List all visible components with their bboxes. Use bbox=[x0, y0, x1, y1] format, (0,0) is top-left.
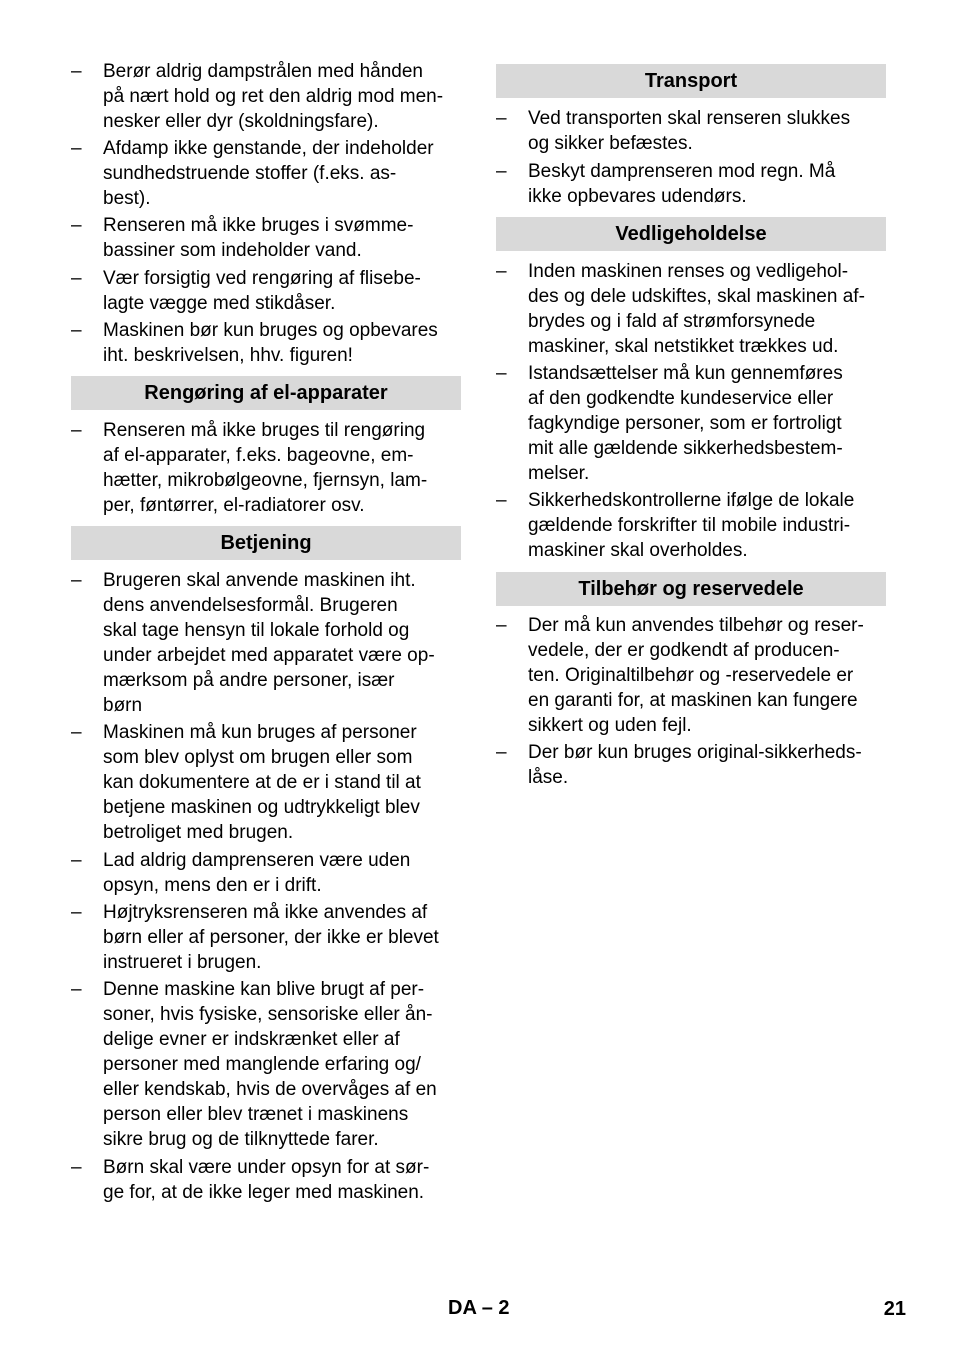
dash-bullet: – bbox=[496, 490, 507, 511]
section-header-betjening: Betjening bbox=[71, 526, 461, 560]
list-item-text: Renseren må ikke bruges i svømme- bassiner som indeholder vand. bbox=[103, 215, 414, 261]
dash-bullet: – bbox=[71, 215, 82, 236]
dash-bullet: – bbox=[496, 742, 507, 763]
list-item-text: Maskinen må kun bruges af personer som blev oplyst om brugen eller som kan dokumentere at de er i stand til at betjene maskinen og udtrykkeligt blev betroliget med brugen. bbox=[103, 722, 421, 843]
page-number: 21 bbox=[883, 1298, 906, 1320]
list-item-text: Brugeren skal anvende maskinen iht. dens anvendelsesformål. Brugeren skal tage hensyn til lokale forhold og under arbejdet med apparatet være op- mærksom på andre personer, især børn bbox=[103, 570, 435, 716]
list-item-text: Der bør kun bruges original-sikkerheds- låse. bbox=[528, 742, 862, 788]
list-item-text: Højtryksrenseren må ikke anvendes af børn eller af personer, der ikke er blevet instrueret i brugen. bbox=[103, 902, 439, 973]
list-item-text: Renseren må ikke bruges til rengøring af el-apparater, f.eks. bageovne, em- hætter, mikrobølgeovne, fjernsyn, lam- per, føntørrer, el-radiatorer osv. bbox=[103, 420, 428, 516]
dash-bullet: – bbox=[496, 261, 507, 282]
section-header-tilbehor: Tilbehør og reservedele bbox=[496, 572, 886, 606]
dash-bullet: – bbox=[71, 1157, 82, 1178]
dash-bullet: – bbox=[71, 570, 82, 591]
list-item-text: Vær forsigtig ved rengøring af flisebe- lagte vægge med stikdåser. bbox=[103, 268, 421, 314]
section-header-vedligeholdelse: Vedligeholdelse bbox=[496, 217, 886, 251]
dash-bullet: – bbox=[496, 161, 507, 182]
list-item-text: Lad aldrig damprenseren være uden opsyn, mens den er i drift. bbox=[103, 850, 411, 896]
section-header-transport: Transport bbox=[496, 64, 886, 98]
list-item-text: Afdamp ikke genstande, der indeholder sundhedstruende stoffer (f.eks. as- best). bbox=[103, 138, 434, 209]
list-item-text: Istandsættelser må kun gennemføres af den godkendte kundeservice eller fagkyndige personer, som er fortroligt mit alle gældende sikkerhedsbestem- melser. bbox=[528, 363, 843, 484]
list-item-text: Sikkerhedskontrollerne ifølge de lokale gældende forskrifter til mobile industri- maskiner skal overholdes. bbox=[528, 490, 855, 561]
dash-bullet: – bbox=[71, 320, 82, 341]
section-header-el-apparater: Rengøring af el-apparater bbox=[71, 376, 461, 410]
dash-bullet: – bbox=[71, 902, 82, 923]
dash-bullet: – bbox=[496, 615, 507, 636]
list-item-text: Ved transporten skal renseren slukkes og sikker befæstes. bbox=[528, 108, 851, 154]
dash-bullet: – bbox=[71, 138, 82, 159]
footer-language-label: DA – 2 bbox=[448, 1297, 510, 1319]
list-item-text: Denne maskine kan blive brugt af per- soner, hvis fysiske, sensoriske eller ån- delige evner er indskrænket eller af personer med manglende erfaring og/ eller kendskab, hvis de overvåges af en person eller blev trænet i maskinens sikre brug og de tilknyttede farer. bbox=[103, 979, 437, 1150]
dash-bullet: – bbox=[496, 363, 507, 384]
list-item-text: Beskyt damprenseren mod regn. Må ikke opbevares udendørs. bbox=[528, 161, 836, 207]
list-item-text: Maskinen bør kun bruges og opbevares iht. beskrivelsen, hhv. figuren! bbox=[103, 320, 438, 366]
dash-bullet: – bbox=[71, 61, 82, 82]
dash-bullet: – bbox=[71, 420, 82, 441]
dash-bullet: – bbox=[71, 979, 82, 1000]
list-item-text: Berør aldrig dampstrålen med hånden på nært hold og ret den aldrig mod men- nesker eller dyr (skoldningsfare). bbox=[103, 61, 444, 132]
dash-bullet: – bbox=[71, 722, 82, 743]
list-item-text: Der må kun anvendes tilbehør og reser- vedele, der er godkendt af producen- ten. Originaltilbehør og -reservedele er en garanti for, at maskinen kan fungere sikkert og uden fejl. bbox=[528, 615, 864, 736]
list-item-text: Børn skal være under opsyn for at sør- ge for, at de ikke leger med maskinen. bbox=[103, 1157, 430, 1203]
dash-bullet: – bbox=[71, 268, 82, 289]
dash-bullet: – bbox=[71, 850, 82, 871]
list-item-text: Inden maskinen renses og vedligehol- des og dele udskiftes, skal maskinen af- brydes og i fald af strømforsynede maskiner, skal netstikket trækkes ud. bbox=[528, 261, 865, 357]
dash-bullet: – bbox=[496, 108, 507, 129]
